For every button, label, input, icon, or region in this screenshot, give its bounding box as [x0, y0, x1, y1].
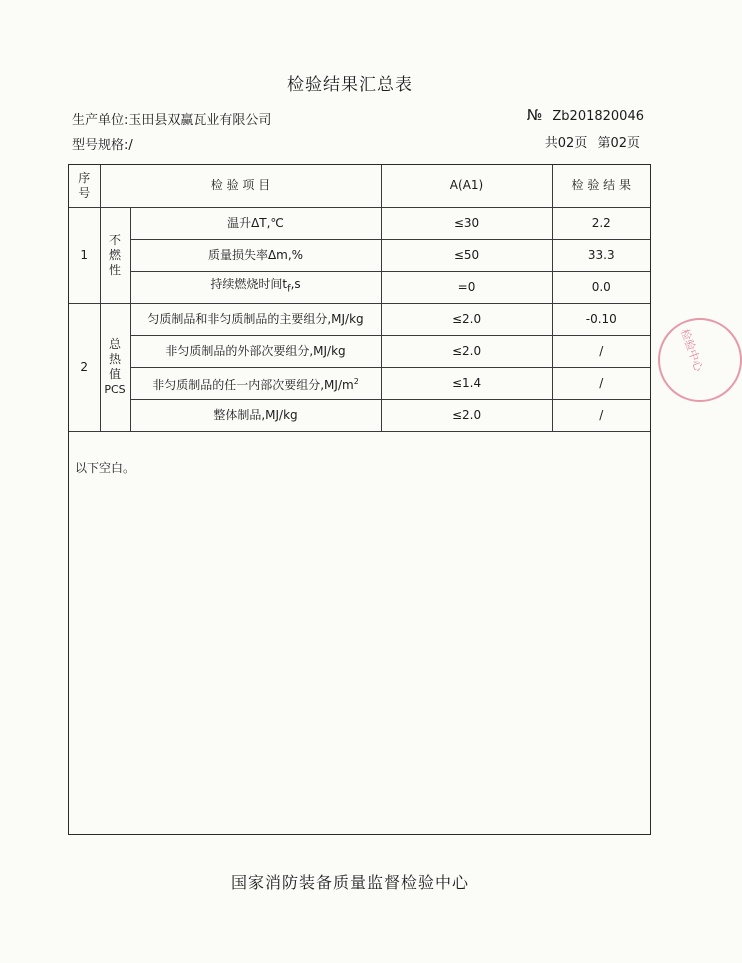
requirement-cell: ≤30 [381, 207, 552, 239]
table-row [69, 207, 650, 239]
group-name-char: 总 [108, 337, 121, 351]
table-row [69, 335, 650, 367]
blank-below-note: 以下空白。 [75, 461, 136, 475]
table-header-row [69, 165, 650, 207]
item-cell: 质量损失率Δm,% [130, 239, 381, 271]
result-cell: / [552, 335, 650, 367]
header-seq-char-1: 序 [78, 170, 91, 185]
official-seal-stamp [658, 318, 742, 402]
header-requirement: A(A1) [381, 165, 552, 207]
header-result: 检 验 结 果 [552, 165, 650, 207]
result-cell: 0.0 [552, 271, 650, 303]
header-item: 检 验 项 目 [100, 165, 381, 207]
report-number [527, 106, 644, 124]
table-row [69, 367, 650, 399]
number-symbol: № [526, 106, 543, 124]
results-frame [68, 164, 651, 835]
item-superscript: 2 [353, 376, 359, 386]
item-cell [130, 367, 381, 399]
item-text: 非匀质制品的任一内部次要组分,MJ/m [152, 377, 354, 392]
result-cell: -0.10 [552, 303, 650, 335]
requirement-cell: ≤2.0 [381, 335, 552, 367]
group-name [100, 303, 130, 431]
requirement-cell: ≤1.4 [381, 367, 552, 399]
item-cell [130, 271, 381, 303]
group-name-char: 热 [108, 352, 121, 366]
group-name-char: 值 [108, 367, 121, 381]
page-indicator: 共02页 第02页 [544, 136, 640, 151]
producer-line: 生产单位:玉田县双赢瓦业有限公司 [72, 113, 272, 128]
table-row [69, 271, 650, 303]
group-seq: 2 [69, 303, 100, 431]
item-cell: 温升ΔT,℃ [130, 207, 381, 239]
item-text: 持续燃烧时间t [210, 277, 288, 292]
requirement-cell: ≤50 [381, 239, 552, 271]
group-name-char: 性 [108, 262, 121, 277]
item-unit: ,s [290, 277, 301, 292]
group-name-abbr: PCS [104, 383, 126, 396]
item-subscript: f [287, 283, 291, 295]
table-row [69, 303, 650, 335]
table-row [69, 399, 650, 431]
item-cell: 匀质制品和非匀质制品的主要组分,MJ/kg [130, 303, 381, 335]
group-name [100, 207, 130, 303]
item-cell: 整体制品,MJ/kg [130, 399, 381, 431]
header-seq [69, 165, 100, 207]
group-seq: 1 [69, 207, 100, 303]
issuer-name: 国家消防装备质量监督检验中心 [230, 873, 469, 892]
group-name-char: 燃 [108, 247, 121, 262]
table-row [69, 239, 650, 271]
model-spec-line: 型号规格:/ [72, 138, 133, 153]
results-table [69, 165, 650, 432]
stamp-text: 检验中心 [677, 327, 706, 374]
report-number-value: Zb201820046 [552, 109, 644, 124]
requirement-cell: ≤2.0 [381, 303, 552, 335]
result-cell: 33.3 [552, 239, 650, 271]
result-cell: / [552, 367, 650, 399]
document-title: 检验结果汇总表 [287, 75, 413, 95]
result-cell: / [552, 399, 650, 431]
group-name-char: 不 [108, 232, 121, 247]
result-cell: 2.2 [552, 207, 650, 239]
requirement-cell: =0 [381, 271, 552, 303]
header-seq-char-2: 号 [78, 185, 91, 200]
item-cell: 非匀质制品的外部次要组分,MJ/kg [130, 335, 381, 367]
requirement-cell: ≤2.0 [381, 399, 552, 431]
